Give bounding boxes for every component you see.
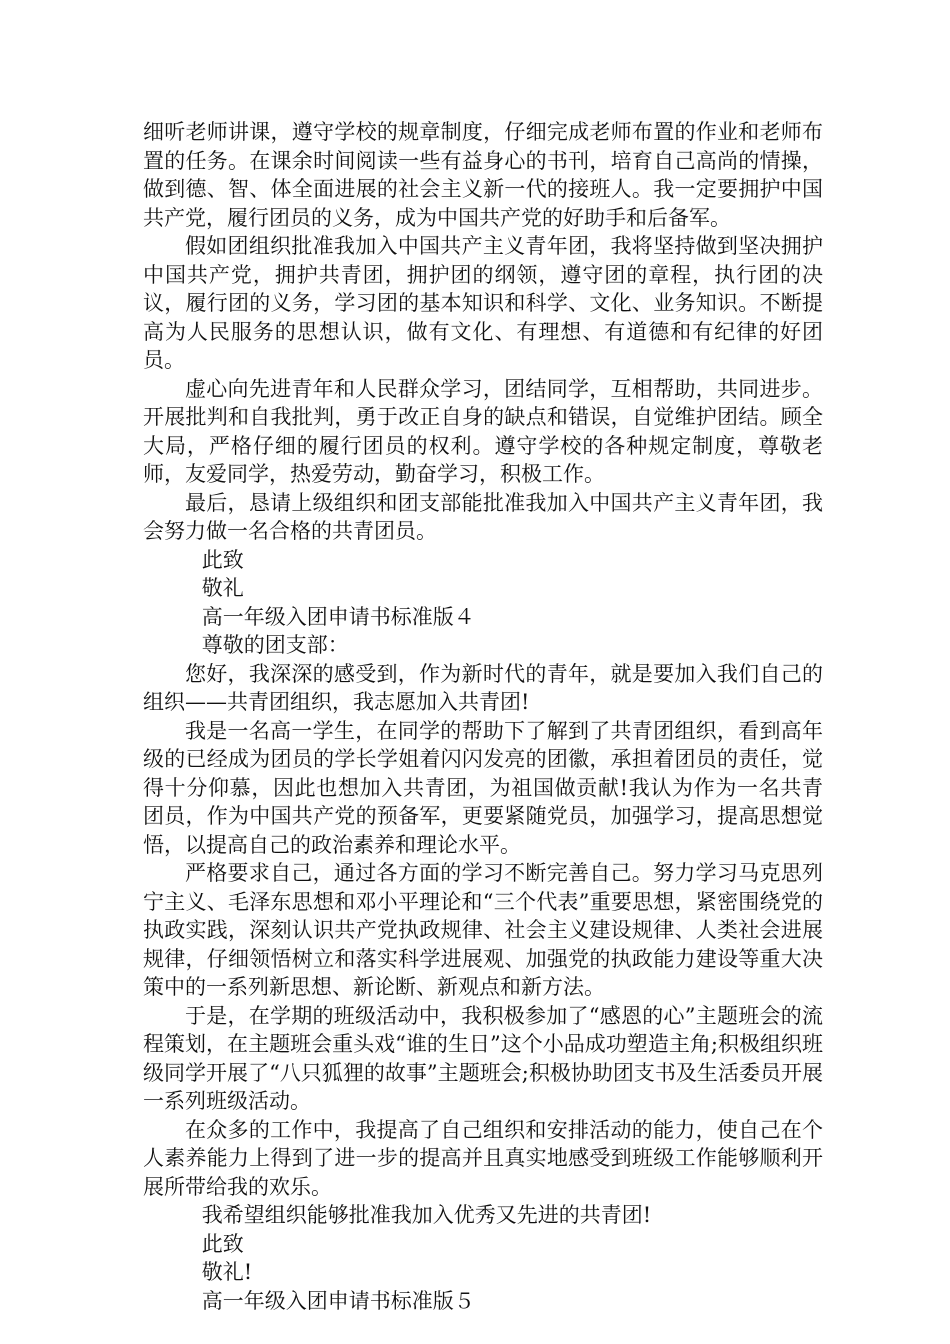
- paragraph: 最后，恳请上级组织和团支部能批准我加入中国共产主义青年团，我会努力做一名合格的共青团员。: [143, 490, 823, 543]
- paragraph: 虚心向先进青年和人民群众学习，团结同学，互相帮助，共同进步。开展批判和自我批判，勇于改正自身的缺点和错误，自觉维护团结。顾全大局，严格仔细的履行团员的权利。遵守学校的各种规定制度，尊敬老师，友爱同学，热爱劳动，勤奋学习，积极工作。: [143, 376, 823, 486]
- wish-line: 我希望组织能够批准我加入优秀又先进的共青团!: [201, 1203, 652, 1227]
- section-heading: 高一年级入团申请书标准版５: [201, 1288, 475, 1313]
- paragraph: 于是，在学期的班级活动中，我积极参加了“感恩的心”主题班会的流程策划，在主题班会重头戏“谁的生日”这个小品成功塑造主角;积极组织班级同学开展了“八只狐狸的故事”主题班会;积极协助团支书及生活委员开展一系列班级活动。: [143, 1003, 823, 1113]
- paragraph: 您好，我深深的感受到，作为新时代的青年，就是要加入我们自己的组织——共青团组织，我志愿加入共青团!: [143, 661, 823, 714]
- section-heading: 高一年级入团申请书标准版４: [201, 604, 475, 629]
- paragraph: 假如团组织批准我加入中国共产主义青年团，我将坚持做到坚决拥护中国共产党，拥护共青团，拥护团的纲领，遵守团的章程，执行团的决议，履行团的义务，学习团的基本知识和科学、文化、业务知识。不断提高为人民服务的思想认识，做有文化、有理想、有道德和有纪律的好团员。: [143, 234, 823, 372]
- salutation-line: 敬礼!: [201, 1260, 253, 1284]
- paragraph: 在众多的工作中，我提高了自己组织和安排活动的能力，使自己在个人素养能力上得到了进一步的提高并且真实地感受到班级工作能够顺利开展所带给我的欢乐。: [143, 1117, 823, 1199]
- document-body: [143, 118, 823, 1315]
- greeting-line: 尊敬的团支部：: [201, 633, 349, 657]
- salutation-line: 敬礼: [201, 576, 244, 600]
- paragraph: 我是一名高一学生，在同学的帮助下了解到了共青团组织，看到高年级的已经成为团员的学长学姐着闪闪发亮的团徽，承担着团员的责任，觉得十分仰慕，因此也想加入共青团，为祖国做贡献!我认为作为一名共青团员，作为中国共产党的预备军，更要紧随党员，加强学习，提高思想觉悟，以提高自己的政治素养和理论水平。: [143, 718, 823, 857]
- closing-line: 此致: [201, 1231, 244, 1256]
- closing-line: 此致: [201, 547, 244, 572]
- paragraph: 严格要求自己，通过各方面的学习不断完善自己。努力学习马克思列宁主义、毛泽东思想和邓小平理论和“三个代表”重要思想，紧密围绕党的执政实践，深刻认识共产党执政规律、社会主义建设规律、人类社会进展规律，仔细领悟树立和落实科学进展观、加强党的执政能力建设等重大决策中的一系列新思想、新论断、新观点和新方法。: [143, 861, 823, 999]
- paragraph: 细听老师讲课，遵守学校的规章制度，仔细完成老师布置的作业和老师布置的任务。在课余时间阅读一些有益身心的书刊，培育自己高尚的情操，做到德、智、体全面进展的社会主义新一代的接班人。我一定要拥护中国共产党，履行团员的义务，成为中国共产党的好助手和后备军。: [143, 120, 823, 230]
